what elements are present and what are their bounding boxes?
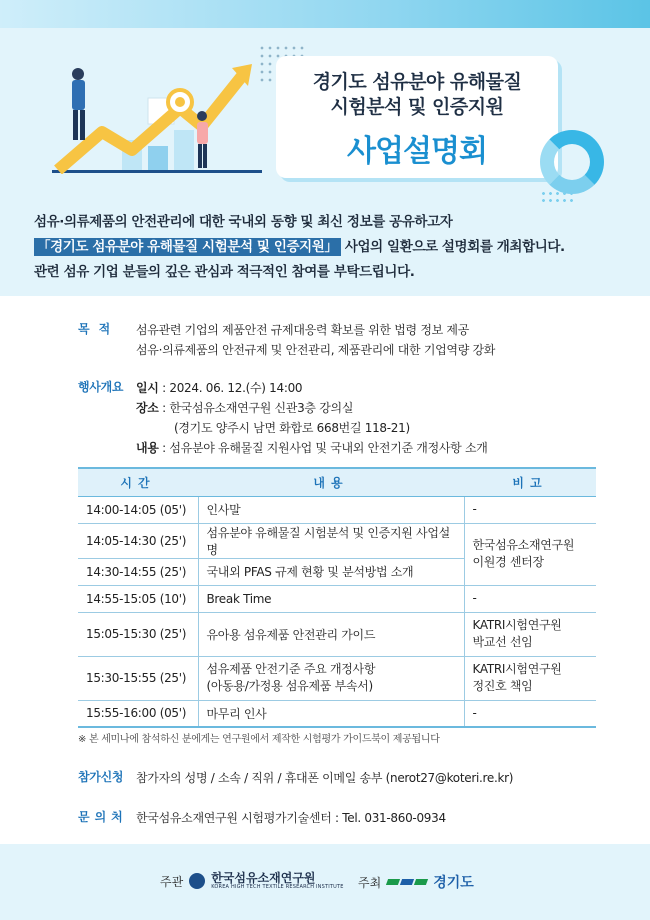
table-row xyxy=(78,612,596,656)
business-growth-illustration xyxy=(52,42,272,174)
row-content: 섬유분야 유해물질 시험분석 및 인증지원 사업설명 xyxy=(198,523,464,558)
gyeonggi-logo-icon xyxy=(387,879,427,885)
contact-text: 한국섬유소재연구원 시험평가기술센터 : Tel. 031-860-0934 xyxy=(136,811,446,825)
content-value: : 섬유분야 유해물질 지원사업 및 국내외 안전기준 개정사항 소개 xyxy=(158,441,488,455)
apply-text: 참가자의 성명 / 소속 / 직위 / 휴대폰 이메일 송부 (nerot27@koteri.re.kr) xyxy=(136,771,514,785)
intro-line-3: 관련 섬유 기업 분들의 깊은 관심과 적극적인 참여를 부탁드립니다. xyxy=(34,264,415,280)
host-label: 주최 xyxy=(358,875,382,890)
guidebook-note: ※ 본 세미나에 참석하신 분에게는 연구원에서 제작한 시험평가 가이드북이 제공됩니다 xyxy=(78,734,440,745)
overview-label: 행사개요 xyxy=(78,380,124,394)
organizer xyxy=(160,872,344,890)
apply-label: 참가신청 xyxy=(78,770,124,784)
intro-line-2 xyxy=(34,235,624,260)
title-line-1: 경기도 섬유분야 유해물질 xyxy=(312,71,522,93)
schedule-table xyxy=(78,467,596,728)
apply-section xyxy=(78,768,598,790)
row-content: 섬유제품 안전기준 주요 개정사항 (아동용/가정용 섬유제품 부속서) xyxy=(198,656,464,700)
purpose-label: 목적 xyxy=(78,322,120,336)
row-time: 15:55-16:00 (05') xyxy=(78,700,198,727)
place-address: (경기도 양주시 남면 화합로 668번길 118-21) xyxy=(174,421,410,435)
place-key: 장소 xyxy=(136,401,159,415)
row-note: - xyxy=(464,496,596,523)
purpose-line-2: 섬유·의류제품의 안전규제 및 안전관리, 제품관리에 대한 기업역량 강화 xyxy=(136,343,496,357)
organizer-label: 주관 xyxy=(160,874,184,889)
title-card xyxy=(276,56,558,178)
table-header-time: 시간 xyxy=(78,468,198,496)
intro-line-2-rest: 사업의 일환으로 설명회를 개최합니다. xyxy=(340,239,565,255)
overview-place xyxy=(136,398,596,418)
date-key: 일시 xyxy=(136,381,159,395)
row-content: 유아용 섬유제품 안전관리 가이드 xyxy=(198,612,464,656)
row-content: 인사말 xyxy=(198,496,464,523)
row-time: 14:30-14:55 (25') xyxy=(78,558,198,585)
host-name: 경기도 xyxy=(433,875,474,891)
krit-logo-icon xyxy=(189,873,205,889)
table-row xyxy=(78,496,596,523)
row-note: - xyxy=(464,700,596,727)
contact-section xyxy=(78,808,598,830)
top-band xyxy=(0,0,650,28)
overview-date xyxy=(136,378,596,398)
contact-label: 문의처 xyxy=(78,810,128,824)
row-time: 14:05-14:30 (25') xyxy=(78,523,198,558)
intro-text xyxy=(34,210,624,285)
host xyxy=(358,872,474,892)
table-row xyxy=(78,523,596,558)
row-time: 15:30-15:55 (25') xyxy=(78,656,198,700)
row-note: - xyxy=(464,585,596,612)
table-header-content: 내용 xyxy=(198,468,464,496)
page-title: 사업설명회 xyxy=(347,134,487,169)
row-content: 국내외 PFAS 규제 현황 및 분석방법 소개 xyxy=(198,558,464,585)
decorative-dots-small xyxy=(540,190,574,202)
row-content: Break Time xyxy=(198,585,464,612)
overview-section xyxy=(78,378,598,462)
content-key: 내용 xyxy=(136,441,159,455)
decorative-ring xyxy=(540,130,604,194)
row-content: 마무리 인사 xyxy=(198,700,464,727)
row-note: KATRI시험연구원 정진호 책임 xyxy=(464,656,596,700)
table-header-note: 비고 xyxy=(464,468,596,496)
organizer-sub: KOREA HIGH TECH TEXTILE RESEARCH INSTITUTE xyxy=(211,884,344,890)
purpose-section xyxy=(78,320,598,364)
row-time: 15:05-15:30 (25') xyxy=(78,612,198,656)
date-value: : 2024. 06. 12.(수) 14:00 xyxy=(158,381,303,395)
organizer-name: 한국섬유소재연구원 xyxy=(211,871,316,885)
place-value: : 한국섬유소재연구원 신관3층 강의실 xyxy=(158,401,354,415)
row-note: KATRI시험연구원 박교선 선임 xyxy=(464,612,596,656)
organizer-logo-text xyxy=(211,872,343,890)
table-row xyxy=(78,585,596,612)
intro-line-1: 섬유·의류제품의 안전관리에 대한 국내외 동향 및 최신 정보를 공유하고자 xyxy=(34,214,453,230)
intro-highlight: 「경기도 섬유분야 유해물질 시험분석 및 인증지원」 xyxy=(34,238,341,256)
table-row xyxy=(78,700,596,727)
table-row xyxy=(78,656,596,700)
row-note: 한국섬유소재연구원 이원경 센터장 xyxy=(464,523,596,585)
row-time: 14:55-15:05 (10') xyxy=(78,585,198,612)
overview-content xyxy=(136,438,596,458)
purpose-line-1: 섬유관련 기업의 제품안전 규제대응력 확보를 위한 법령 정보 제공 xyxy=(136,323,470,337)
title-line-2: 시험분석 및 인증지원 xyxy=(330,96,504,118)
row-time: 14:00-14:05 (05') xyxy=(78,496,198,523)
